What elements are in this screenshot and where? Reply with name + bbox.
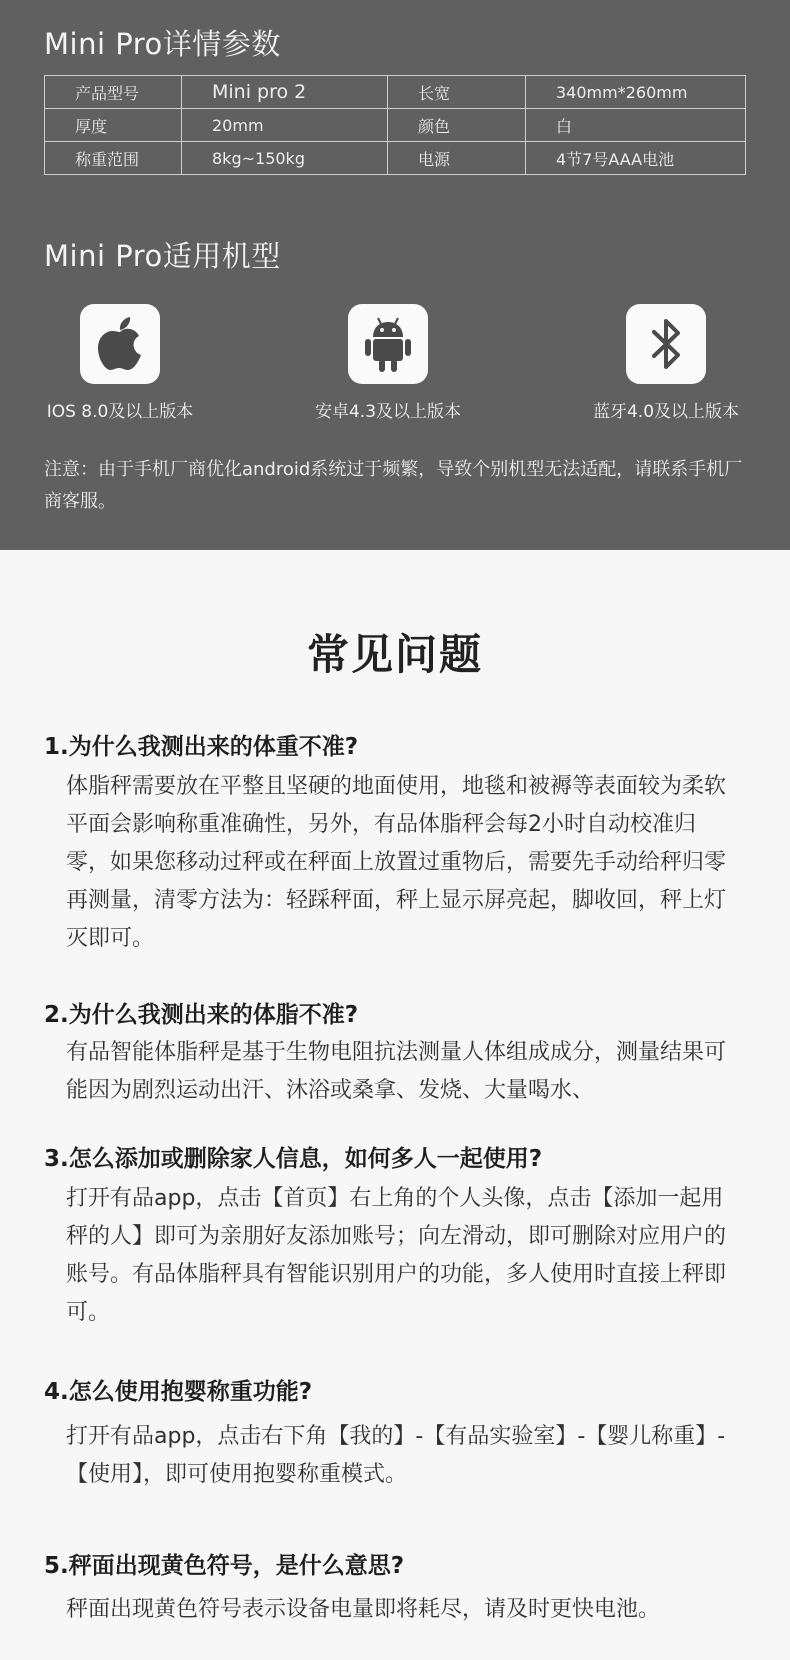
table-row — [45, 76, 746, 109]
faq-answer: 秤面出现黄色符号表示设备电量即将耗尽，请及时更快电池。 — [66, 1597, 661, 1622]
spec-value: 4节7号AAA电池 — [526, 142, 746, 175]
spec-label: 长宽 — [388, 76, 526, 109]
spec-value: 20mm — [182, 109, 388, 142]
compat-item-android — [268, 304, 508, 422]
faq-answer: 打开有品app，点击右下角【我的】-【有品实验室】-【婴儿称重】-【使用】，即可使用抱婴称重模式。 — [66, 1424, 726, 1487]
spec-value: 340mm*260mm — [526, 76, 746, 109]
faq-question: 2.为什么我测出来的体脂不准? — [44, 1002, 359, 1028]
table-row — [45, 109, 746, 142]
android-icon — [348, 304, 428, 384]
spec-value: Mini pro 2 — [182, 76, 388, 109]
specs-table — [44, 75, 746, 175]
specs-title: Mini Pro详情参数 — [44, 27, 281, 61]
faq-title: 常见问题 — [306, 630, 483, 679]
spec-label: 颜色 — [388, 109, 526, 142]
spec-label: 厚度 — [45, 109, 182, 142]
faq-question: 5.秤面出现黄色符号，是什么意思? — [44, 1553, 405, 1579]
table-row — [45, 142, 746, 175]
compat-note: 注意：由于手机厂商优化android系统过于频繁，导致个别机型无法适配，请联系手机厂商客服。 — [44, 459, 743, 512]
faq-answer: 打开有品app，点击【首页】右上角的个人头像，点击【添加一起用秤的人】即可为亲朋好友添加账号；向左滑动，即可删除对应用户的账号。有品体脂秤具有智能识别用户的功能，多人使用时直接上秤即可。 — [66, 1186, 727, 1325]
faq-question: 1.为什么我测出来的体重不准? — [44, 734, 359, 760]
apple-icon — [80, 304, 160, 384]
compat-title: Mini Pro适用机型 — [44, 239, 281, 273]
compat-item-bluetooth — [546, 304, 786, 422]
faq-question: 3.怎么添加或删除家人信息，如何多人一起使用? — [44, 1146, 543, 1172]
divider — [44, 546, 744, 550]
spec-value: 白 — [526, 109, 746, 142]
compat-item-ios — [0, 304, 240, 422]
compat-label: 安卓4.3及以上版本 — [314, 402, 462, 422]
faq-answer: 有品智能体脂秤是基于生物电阻抗法测量人体组成成分，测量结果可能因为剧烈运动出汗、沐浴或桑拿、发烧、大量喝水、 — [66, 1040, 726, 1103]
bluetooth-icon — [626, 304, 706, 384]
spec-label: 称重范围 — [45, 142, 182, 175]
specs-panel — [0, 0, 790, 550]
faq-question: 4.怎么使用抱婴称重功能? — [44, 1379, 313, 1405]
spec-value: 8kg~150kg — [182, 142, 388, 175]
compat-label: 蓝牙4.0及以上版本 — [592, 402, 740, 422]
faq-answer: 体脂秤需要放在平整且坚硬的地面使用，地毯和被褥等表面较为柔软平面会影响称重准确性，另外，有品体脂秤会每2小时自动校准归零，如果您移动过秤或在秤面上放置过重物后，需要先手动给秤归零再测量，清零方法为：轻踩秤面，秤上显示屏亮起，脚收回，秤上灯灭即可。 — [66, 774, 727, 951]
spec-label: 电源 — [388, 142, 526, 175]
compat-label: IOS 8.0及以上版本 — [46, 402, 194, 422]
spec-label: 产品型号 — [45, 76, 182, 109]
